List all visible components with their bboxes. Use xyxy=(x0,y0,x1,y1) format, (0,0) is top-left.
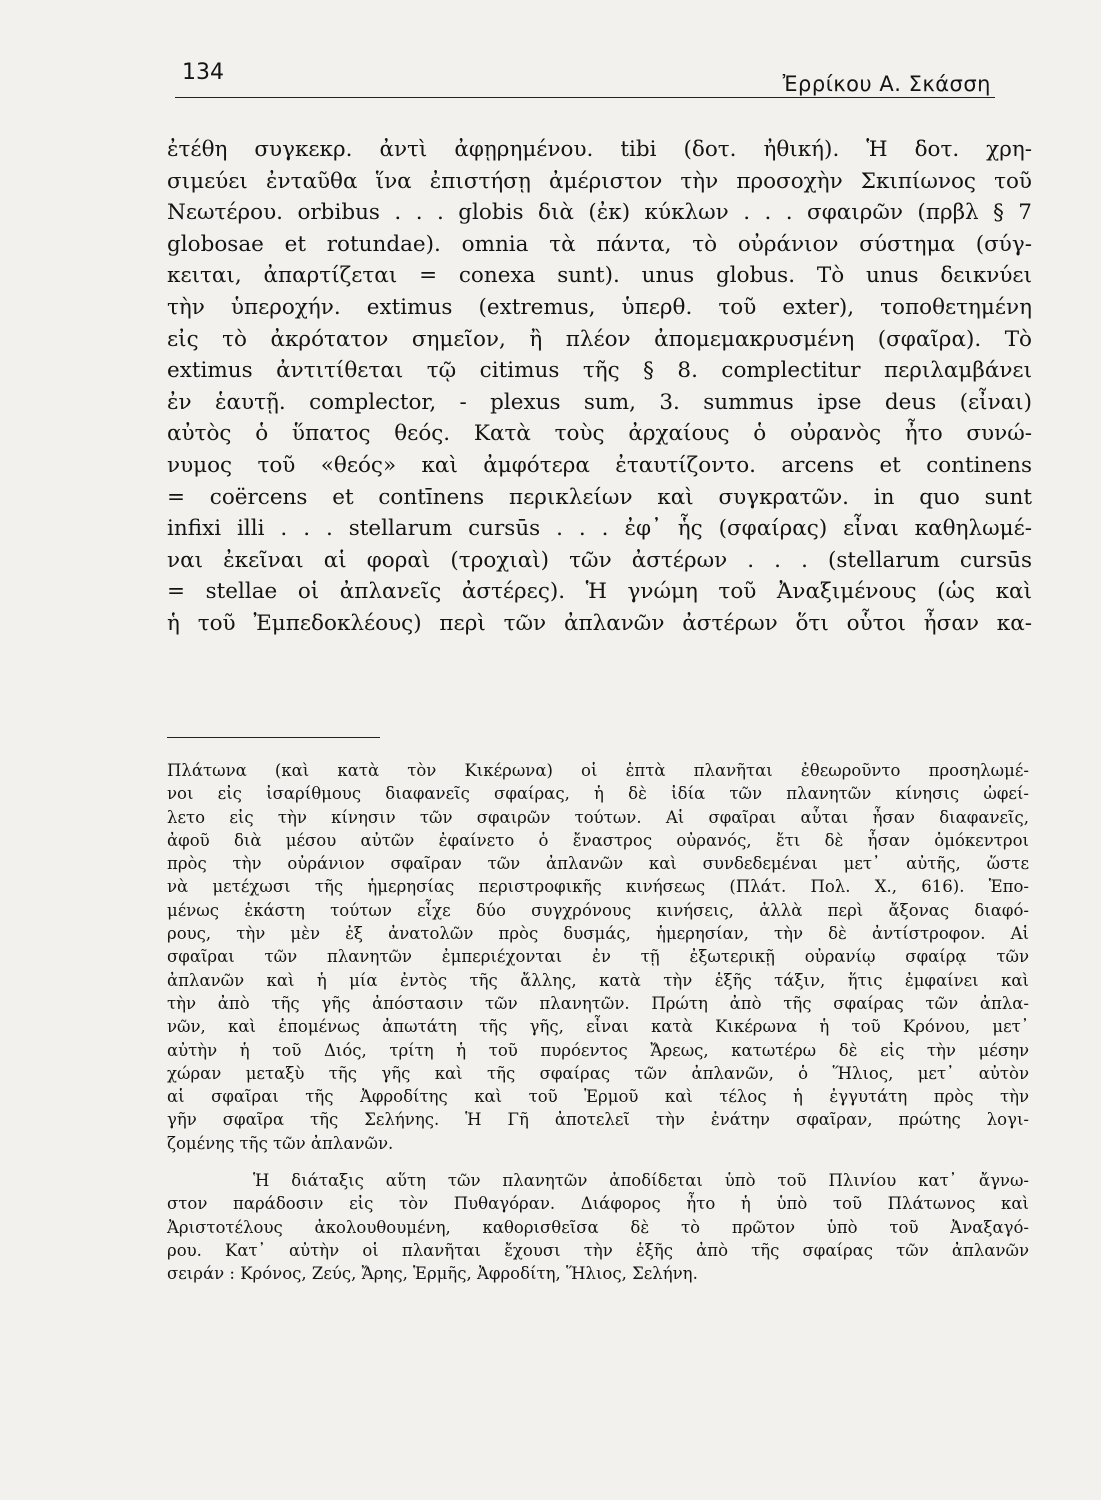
footnote-line: Ἡ διάταξις αὕτη τῶν πλανητῶν ἀποδίδεται ὑπὸ τοῦ Πλινίου κατ᾽ ἄγνω- xyxy=(253,1171,1029,1191)
footnote-line: σφαῖραι τῶν πλανητῶν ἐμπεριέχονται ἐν τῇ ἐξωτερικῇ οὐρανίῳ σφαίρᾳ τῶν xyxy=(167,947,1029,967)
footnote-line: αὐτὴν ἡ τοῦ Διός, τρίτη ἡ τοῦ πυρόεντος Ἄρεως, κατωτέρω δὲ εἰς τὴν μέσην xyxy=(167,1040,1029,1060)
footnote-line: νοι εἰς ἰσαρίθμους διαφανεῖς σφαίρας, ἡ δὲ ἰδία τῶν πλανητῶν κίνησις ὠφεί- xyxy=(167,784,1029,804)
main-text-line: ἐν ἑαυτῇ. complector, - plexus sum, 3. summus ipse deus (εἶναι) xyxy=(167,389,1032,415)
footnote-line: αἱ σφαῖραι τῆς Ἀφροδίτης καὶ τοῦ Ἑρμοῦ καὶ τέλος ἡ ἐγγυτάτη πρὸς τὴν xyxy=(167,1087,1029,1107)
main-text-line: αὐτὸς ὁ ὕπατος θεός. Κατὰ τοὺς ἀρχαίους ὁ οὐρανὸς ἦτο συνώ- xyxy=(167,421,1032,447)
main-text-line: ἡ τοῦ Ἐμπεδοκλέους) περὶ τῶν ἀπλανῶν ἀστέρων ὅτι οὗτοι ἦσαν κα- xyxy=(167,610,1032,636)
main-text-line: κειται, ἀπαρτίζεται = conexa sunt). unus globus. Τὸ unus δεικνύει xyxy=(167,263,1032,289)
footnote-line: ρου. Κατ᾽ αὐτὴν οἱ πλανῆται ἔχουσι τὴν ἑξῆς ἀπὸ τῆς σφαίρας τῶν ἀπλανῶν xyxy=(167,1240,1029,1260)
footnote-rule xyxy=(167,737,380,738)
main-text-line: globosae et rotundae). omnia τὰ πάντα, τὸ οὐράνιον σύστημα (σύγ- xyxy=(167,231,1032,257)
paragraph-gap xyxy=(167,1155,1029,1169)
main-text-line: Νεωτέρου. orbibus . . . globis διὰ (ἐκ) κύκλων . . . σφαιρῶν (πρβλ § 7 xyxy=(167,200,1032,226)
footnote-line: γῆν σφαῖρα τῆς Σελήνης. Ἡ Γῆ ἀποτελεῖ τὴν ἐνάτην σφαῖραν, πρώτης λογι- xyxy=(167,1110,1029,1130)
footnote-line: τὴν ἀπὸ τῆς γῆς ἀπόστασιν τῶν πλανητῶν. Πρώτη ἀπὸ τῆς σφαίρας τῶν ἀπλα- xyxy=(167,993,1029,1013)
running-head: Ἐρρίκου Α. Σκάσση xyxy=(782,72,991,96)
footnote-line: πρὸς τὴν οὐράνιον σφαῖραν τῶν ἀπλανῶν καὶ συνδεδεμέναι μετ᾽ αὐτῆς, ὥστε xyxy=(167,854,1029,874)
main-text-line: τὴν ὑπεροχήν. extimus (extremus, ὑπερθ. τοῦ exter), τοποθετημένη xyxy=(167,294,1032,320)
main-text-line: σιμεύει ἐνταῦθα ἵνα ἐπιστήσῃ ἀμέριστον τὴν προσοχὴν Σκιπίωνος τοῦ xyxy=(167,168,1032,194)
footnote-line: νῶν, καὶ ἑπομένως ἀπωτάτη τῆς γῆς, εἶναι κατὰ Κικέρωνα ἡ τοῦ Κρόνου, μετ᾽ xyxy=(167,1017,1029,1037)
main-text-line: extimus ἀντιτίθεται τῷ citimus τῆς § 8. complectitur περιλαμβάνει xyxy=(167,358,1032,384)
footnote-line: στον παράδοσιν εἰς τὸν Πυθαγόραν. Διάφορος ἦτο ἡ ὑπὸ τοῦ Πλάτωνος καὶ xyxy=(167,1194,1029,1214)
main-text-line: ναι ἐκεῖναι αἱ φοραὶ (τροχιαὶ) τῶν ἀστέρων . . . (stellarum cursūs xyxy=(167,547,1032,573)
footnote-line: ρους, τὴν μὲν ἐξ ἀνατολῶν πρὸς δυσμάς, ἡμερησίαν, τὴν δὲ ἀντίστροφον. Αἱ xyxy=(167,924,1029,944)
footnote-line: Ἀριστοτέλους ἀκολουθουμένη, καθορισθεῖσα δὲ τὸ πρῶτον ὑπὸ τοῦ Ἀναξαγό- xyxy=(167,1217,1029,1237)
footnote-line: ἀπλανῶν καὶ ἡ μία ἐντὸς τῆς ἄλλης, κατὰ τὴν ἑξῆς τάξιν, ἥτις ἐμφαίνει καὶ xyxy=(167,970,1029,990)
main-text-line: = coërcens et contīnens περικλείων καὶ συγκρατῶν. in quo sunt xyxy=(167,484,1032,510)
main-text-line: = stellae οἱ ἀπλανεῖς ἀστέρες). Ἡ γνώμη τοῦ Ἀναξιμένους (ὡς καὶ xyxy=(167,579,1032,605)
footnote-line: σειράν : Κρόνος, Ζεύς, Ἄρης, Ἑρμῆς, Ἀφροδίτη, Ἥλιος, Σελήνη. xyxy=(167,1264,698,1284)
footnote-line: ἀφοῦ διὰ μέσου αὐτῶν ἐφαίνετο ὁ ἔναστρος οὐρανός, ἔτι δὲ ἦσαν ὁμόκεντροι xyxy=(167,830,1029,850)
main-text-line: νυμος τοῦ «θεός» καὶ ἀμφότερα ἐταυτίζοντο. arcens et continens xyxy=(167,452,1032,478)
footnote-line: λετο εἰς τὴν κίνησιν τῶν σφαιρῶν τούτων. Αἱ σφαῖραι αὗται ἦσαν διαφανεῖς, xyxy=(167,807,1029,827)
main-text-line: εἰς τὸ ἀκρότατον σημεῖον, ἢ πλέον ἀπομεμακρυσμένη (σφαῖρα). Τὸ xyxy=(167,326,1032,352)
footnote-line: μένως ἑκάστη τούτων εἶχε δύο συγχρόνους κινήσεις, ἀλλὰ περὶ ἄξονας διαφό- xyxy=(167,900,1029,920)
footnote xyxy=(167,759,1029,1286)
footnote-line: ζομένης τῆς τῶν ἀπλανῶν. xyxy=(167,1133,394,1153)
main-text-line: infixi illi . . . stellarum cursūs . . . ἐφ᾽ ἧς (σφαίρας) εἶναι καθηλωμέ- xyxy=(167,516,1032,542)
page-number: 134 xyxy=(182,60,224,85)
footnote-line: νὰ μετέχωσι τῆς ἡμερησίας περιστροφικῆς κινήσεως (Πλάτ. Πολ. Χ., 616). Ἑπο- xyxy=(167,877,1029,897)
footnote-line: χώραν μεταξὺ τῆς γῆς καὶ τῆς σφαίρας τῶν ἀπλανῶν, ὁ Ἥλιος, μετ᾽ αὐτὸν xyxy=(167,1063,1029,1083)
header-rule xyxy=(175,97,995,98)
footnote-line: Πλάτωνα (καὶ κατὰ τὸν Κικέρωνα) οἱ ἑπτὰ πλανῆται ἐθεωροῦντο προσηλωμέ- xyxy=(167,761,1029,780)
main-text xyxy=(167,134,1032,640)
main-text-line: ἐτέθη συγκεκρ. ἀντὶ ἀφῃρημένου. tibi (δοτ. ἠθική). Ἡ δοτ. χρη- xyxy=(167,137,1032,162)
